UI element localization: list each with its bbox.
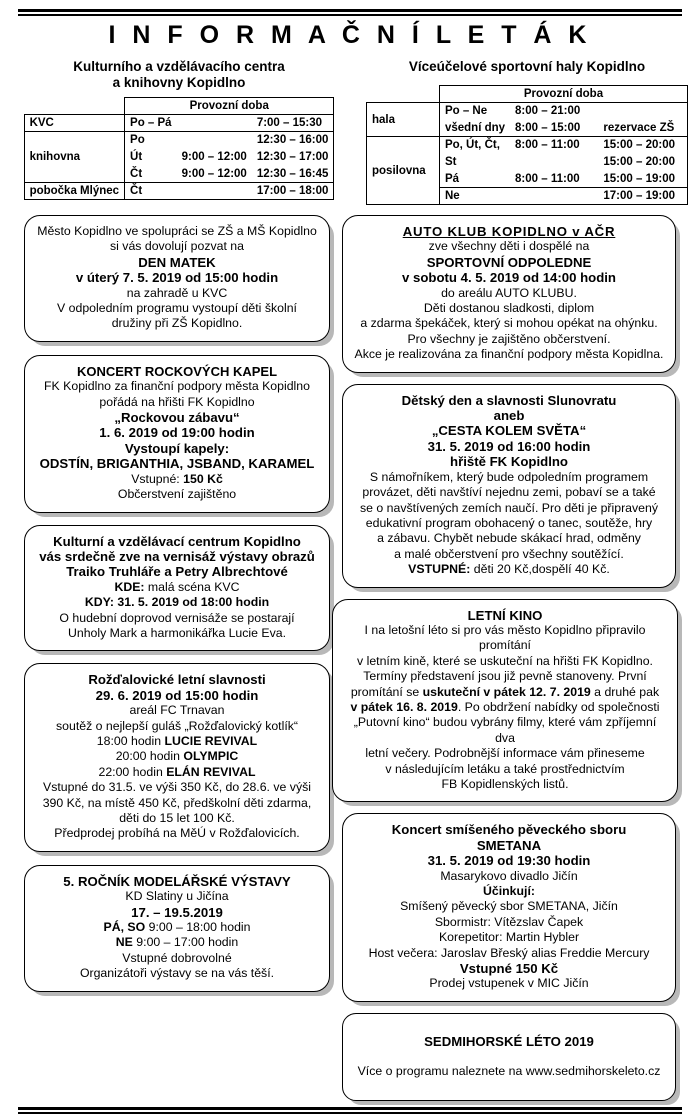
hala-morning-0: 8:00 – 21:00 xyxy=(510,103,598,120)
kvc-morning-2: 9:00 – 12:00 xyxy=(181,151,247,163)
letni-kino-body7: letní večery. Podrobnější informace vám přineseme xyxy=(365,746,645,761)
hala-morning-4: 8:00 – 11:00 xyxy=(510,171,598,188)
vernisaz-kdy xyxy=(35,595,319,610)
hala-provozni-doba-header: Provozní doba xyxy=(439,86,687,103)
auto-klub-title: AUTO KLUB KOPIDLNO v AČR xyxy=(402,224,616,239)
detsky-den-title: Dětský den a slavnosti Slunovratu xyxy=(401,392,617,408)
smetana-venue: Masarykovo divadlo Jičín xyxy=(440,868,578,883)
events-content xyxy=(10,215,690,1101)
bottom-divider-rule xyxy=(18,1107,682,1114)
rozdalovice-datetime: 29. 6. 2019 od 15:00 hodin xyxy=(95,687,259,703)
hala-afternoon-1: rezervace ZŠ xyxy=(598,120,687,137)
modelarska-time-1: 9:00 – 18:00 hodin xyxy=(145,920,251,935)
vernisaz-artists: Traiko Truhláře a Petry Albrechtové xyxy=(66,564,288,580)
letni-kino-body3: Termíny představení jsou již pevně stanoveny. První xyxy=(363,669,647,684)
hala-morning-1: 8:00 – 15:00 xyxy=(510,120,598,137)
kvc-morning-4 xyxy=(177,183,252,200)
smetana-tickets: Prodej vstupenek v MIC Jičín xyxy=(429,976,589,991)
kvc-afternoon-4: 17:00 – 18:00 xyxy=(252,183,334,200)
vernisaz-kdy-value: 31. 5. 2019 od 18:00 hodin xyxy=(114,595,270,610)
kvc-facility-mlynec: pobočka Mlýnec xyxy=(24,183,124,200)
detsky-den-body3: se o navštívených zemích naučí. Pro děti je připravený xyxy=(359,500,658,515)
koncert-rock-event-name: „Rockovou zábavu“ xyxy=(114,410,240,426)
vernisaz-kde xyxy=(35,580,319,595)
table-row-header xyxy=(367,86,688,103)
rozdalovice-location: areál FC Trnavan xyxy=(129,703,225,718)
header-right-column xyxy=(364,59,690,205)
event-card-smetana xyxy=(342,813,676,1001)
rozdalovice-act2-time: 20:00 hodin xyxy=(115,749,184,764)
letni-kino-body4-a: promítání se xyxy=(350,684,423,699)
kvc-afternoon-0: 7:00 – 15:30 xyxy=(252,115,334,132)
den-matek-line6: V odpoledním programu vystoupí děti školní xyxy=(57,301,297,316)
vernisaz-line1: Kulturní a vzdělávací centrum Kopidlno xyxy=(53,533,301,549)
detsky-den-body1: S námořníkem, který bude odpoledním programem xyxy=(369,469,649,484)
rozdalovice-act3-time: 22:00 hodin xyxy=(98,764,167,779)
kvc-subtitle xyxy=(10,59,348,91)
kvc-subtitle-line2: a knihovny Kopidlno xyxy=(112,75,246,90)
page-title: I N F O R M A Č N Í L E T Á K xyxy=(108,21,592,49)
sedmihorske-title: SEDMIHORSKÉ LÉTO 2019 xyxy=(424,1034,594,1050)
letni-kino-body6: „Putovní kino“ budou vybrány filmy, které vám zpříjemní dva xyxy=(353,715,657,745)
table-row xyxy=(24,115,334,132)
kvc-subtitle-line1: Kulturního a vzdělávacího centra xyxy=(73,59,285,74)
den-matek-title: DEN MATEK xyxy=(138,254,216,270)
detsky-den-aneb: aneb xyxy=(493,408,525,424)
rozdalovice-price1: Vstupné do 31.5. ve výši 350 Kč, do 28.6. ve výši xyxy=(43,780,311,795)
kvc-afternoon-2: 12:30 – 17:00 xyxy=(252,149,334,166)
modelarska-days-2: NE xyxy=(115,935,133,950)
vernisaz-line6: O hudební doprovod vernisáže se postarají xyxy=(59,610,295,625)
empty-corner-cell xyxy=(24,98,124,115)
hala-day-3: St xyxy=(439,154,510,171)
event-card-auto-klub xyxy=(342,215,676,373)
kvc-morning-3: 9:00 – 12:00 xyxy=(177,166,252,183)
hala-day-5: Ne xyxy=(439,188,510,205)
letni-kino-body5 xyxy=(343,700,667,715)
kvc-hours-table xyxy=(24,97,335,200)
detsky-den-price-label: VSTUPNÉ: xyxy=(408,562,471,577)
detsky-den-body5: a zábavu. Chybět nebude skákací hrad, odměny xyxy=(377,531,641,546)
letni-kino-date-2: v pátek 16. 8. 2019 xyxy=(350,699,458,714)
koncert-rock-lineup-label: Vystoupí kapely: xyxy=(124,440,230,456)
hala-subtitle: Víceúčelové sportovní haly Kopidlno xyxy=(408,59,646,74)
auto-klub-line9: Akce je realizována za finanční podpory města Kopidlna. xyxy=(354,347,664,362)
modelarska-price: Vstupné dobrovolné xyxy=(122,950,232,965)
modelarska-days-1: PÁ, SO xyxy=(103,920,146,935)
header-columns xyxy=(10,59,690,205)
hala-facility-posilovna: posilovna xyxy=(367,137,440,205)
events-left-column xyxy=(10,215,344,1003)
header-left-column xyxy=(10,59,348,200)
rozdalovice-act2 xyxy=(35,749,319,764)
auto-klub-line7: a zdarma špekáček, který si mohou opékat na ohýnku. xyxy=(360,316,658,331)
event-card-sedmihorske-leto xyxy=(342,1013,676,1101)
kvc-afternoon-3: 12:30 – 16:45 xyxy=(252,166,334,183)
smetana-price: Vstupné 150 Kč xyxy=(459,961,559,977)
letni-kino-body1: I na letošní léto si pro vás město Kopidlno připravilo promítání xyxy=(364,622,646,653)
koncert-rock-price xyxy=(35,472,319,487)
smetana-title: Koncert smíšeného pěveckého sboru xyxy=(391,822,627,838)
detsky-den-price xyxy=(353,562,665,577)
kvc-day-0: Po – Pá xyxy=(125,115,177,132)
hala-afternoon-0 xyxy=(598,103,687,120)
kvc-provozni-doba-header: Provozní doba xyxy=(125,98,334,115)
table-row xyxy=(367,103,688,120)
kvc-day-2: Út xyxy=(125,149,177,166)
letni-kino-title: LETNÍ KINO xyxy=(467,607,543,623)
hala-day-2: Po, Út, Čt, xyxy=(439,137,510,154)
hala-day-0: Po – Ne xyxy=(439,103,510,120)
hala-afternoon-3: 15:00 – 20:00 xyxy=(598,154,687,171)
auto-klub-datetime: v sobotu 4. 5. 2019 od 14:00 hodin xyxy=(402,270,616,286)
den-matek-line1: Město Kopidlno ve spolupráci se ZŠ a MŠ Kopidlno xyxy=(37,224,317,238)
letni-kino-body4-c: a druhé pak xyxy=(590,684,660,699)
rozdalovice-contest: soutěž o nejlepší guláš „Rožďalovický kotlík“ xyxy=(56,718,298,733)
letni-kino-body9: FB Kopidlenských listů. xyxy=(441,777,569,791)
den-matek-line2: si vás dovolují pozvat na xyxy=(110,239,244,254)
vernisaz-line2: vás srdečně zve na vernisáž výstavy obrazů xyxy=(39,548,315,564)
smetana-accompanist: Korepetitor: Martin Hybler xyxy=(438,930,580,945)
koncert-rock-bands: ODSTÍN, BRIGANTHIA, JSBAND, KARAMEL xyxy=(39,456,315,472)
modelarska-dates: 17. – 19.5.2019 xyxy=(131,904,223,920)
rozdalovice-act3 xyxy=(35,765,319,780)
smetana-datetime: 31. 5. 2019 od 19:30 hodin xyxy=(427,853,591,869)
rozdalovice-act3-name: ELÁN REVIVAL xyxy=(166,764,256,779)
den-matek-location: na zahradě u KVC xyxy=(126,285,228,300)
vernisaz-kde-label: KDE: xyxy=(114,579,145,594)
flyer-page xyxy=(0,9,700,1079)
koncert-rock-price-value: 150 Kč xyxy=(183,471,223,486)
smetana-conductor: Sbormistr: Vítězslav Čapek xyxy=(434,914,584,929)
smetana-performers-label: Účinkují: xyxy=(483,884,535,899)
top-divider-rule xyxy=(18,9,682,16)
koncert-rock-datetime: 1. 6. 2019 od 19:00 hodin xyxy=(99,425,255,441)
hala-facility-hala: hala xyxy=(367,103,440,137)
modelarska-venue: KD Slatiny u Jičína xyxy=(125,889,229,904)
hala-morning-3 xyxy=(510,154,598,171)
smetana-performer-1: Smíšený pěvecký sbor SMETANA, Jičín xyxy=(400,899,618,914)
hala-afternoon-2: 15:00 – 20:00 xyxy=(598,137,687,154)
event-card-rozdalovice xyxy=(24,663,330,851)
rozdalovice-price3: děti do 15 let 100 Kč. xyxy=(119,811,235,825)
event-card-vernisaz xyxy=(24,525,330,652)
modelarska-hours-1 xyxy=(35,920,319,935)
auto-klub-line8: Pro všechny je zajištěno občerstvení. xyxy=(407,331,611,346)
event-card-modelarska xyxy=(24,865,330,992)
detsky-den-location: hřiště FK Kopidlno xyxy=(450,454,568,470)
rozdalovice-title: Rožďalovické letní slavnosti xyxy=(88,672,266,688)
auto-klub-line2: zve všechny děti i dospělé na xyxy=(428,239,590,254)
event-card-detsky-den xyxy=(342,384,676,588)
modelarska-time-2: 9:00 – 17:00 hodin xyxy=(132,935,239,950)
detsky-den-body6: a malé občerstvení pro všechny soutěžící. xyxy=(394,546,624,561)
event-card-koncert-rock xyxy=(24,355,330,513)
hala-day-4: Pá xyxy=(439,171,510,188)
table-row xyxy=(367,137,688,154)
hala-morning-5 xyxy=(510,188,598,205)
modelarska-hours-2 xyxy=(35,935,319,950)
smetana-guest: Host večera: Jaroslav Břeský alias Freddie Mercury xyxy=(368,945,650,960)
detsky-den-subtitle: „CESTA KOLEM SVĚTA“ xyxy=(431,423,587,439)
table-row xyxy=(24,132,334,149)
kvc-facility-knihovna: knihovna xyxy=(24,132,124,183)
letni-kino-body8: v následujícím letáku a také prostřednictvím xyxy=(385,761,625,776)
events-columns xyxy=(10,215,690,1101)
hala-morning-2: 8:00 – 11:00 xyxy=(510,137,598,154)
hala-hours-table xyxy=(366,85,688,205)
koncert-rock-refreshments: Občerstvení zajištěno xyxy=(117,487,237,502)
modelarska-closing: Organizátoři výstavy se na vás těší. xyxy=(79,966,275,981)
rozdalovice-act1-time: 18:00 hodin xyxy=(96,733,165,748)
koncert-rock-price-label: Vstupné: xyxy=(131,471,184,486)
rozdalovice-act2-name: OLYMPIC xyxy=(183,749,239,764)
letni-kino-date-1: uskuteční v pátek 12. 7. 2019 xyxy=(422,684,591,699)
kvc-day-3: Čt xyxy=(125,166,177,183)
rozdalovice-act1 xyxy=(35,734,319,749)
kvc-day-1: Po xyxy=(125,132,177,149)
koncert-rock-title: KONCERT ROCKOVÝCH KAPEL xyxy=(76,363,278,379)
kvc-facility-kvc: KVC xyxy=(24,115,124,132)
auto-klub-event-name: SPORTOVNÍ ODPOLEDNE xyxy=(426,254,592,270)
event-card-den-matek xyxy=(24,215,330,342)
detsky-den-body4: edukativní program obohacený o tanec, soutěže, hry xyxy=(365,515,653,530)
kvc-morning-0 xyxy=(177,115,252,132)
rozdalovice-presale: Předprodej probíhá na MěÚ v Rožďalovicích. xyxy=(54,826,300,841)
vernisaz-line7: Unholy Mark a harmonikářka Lucie Eva. xyxy=(67,625,287,640)
kvc-afternoon-1: 12:30 – 16:00 xyxy=(252,132,334,149)
event-card-letni-kino xyxy=(332,599,678,803)
hala-afternoon-5: 17:00 – 19:00 xyxy=(598,188,687,205)
smetana-choir-name: SMETANA xyxy=(476,837,542,853)
sedmihorske-info: Více o programu naleznete na www.sedmihorskeleto.cz xyxy=(357,1064,661,1079)
detsky-den-datetime: 31. 5. 2019 od 16:00 hodin xyxy=(427,438,591,454)
vernisaz-kdy-label: KDY: xyxy=(84,595,114,610)
koncert-rock-line3: pořádá na hřišti FK Kopidlno xyxy=(99,394,255,409)
letni-kino-body5-b: . Po obdržení nabídky od společnosti xyxy=(457,699,660,714)
hala-day-1: všední dny xyxy=(439,120,510,137)
kvc-morning-1 xyxy=(177,132,252,149)
letni-kino-body2: v letním kině, které se uskuteční na hřišti FK Kopidlno. xyxy=(357,653,653,668)
detsky-den-price-value: děti 20 Kč,dospělí 40 Kč. xyxy=(470,562,610,577)
rozdalovice-act1-name: LUCIE REVIVAL xyxy=(164,733,258,748)
vernisaz-kde-value: malá scéna KVC xyxy=(144,579,240,594)
hala-afternoon-4: 15:00 – 19:00 xyxy=(598,171,687,188)
modelarska-title: 5. ROČNÍK MODELÁŘSKÉ VÝSTAVY xyxy=(63,873,291,889)
den-matek-line7: družiny při ZŠ Kopidlno. xyxy=(111,316,243,331)
table-row xyxy=(24,183,334,200)
den-matek-datetime: v úterý 7. 5. 2019 od 15:00 hodin xyxy=(75,270,279,286)
table-row-header xyxy=(24,98,334,115)
kvc-day-4: Čt xyxy=(125,183,177,200)
letni-kino-body4 xyxy=(343,685,667,700)
auto-klub-line6: Děti dostanou sladkosti, diplom xyxy=(423,301,595,316)
rozdalovice-price2: 390 Kč, na místě 450 Kč, předškolní děti zdarma, xyxy=(42,795,312,810)
empty-corner-cell xyxy=(367,86,440,103)
events-right-column xyxy=(336,215,688,1101)
auto-klub-location: do areálu AUTO KLUBU. xyxy=(441,285,577,300)
detsky-den-body2: provázet, děti navštíví nejednu zemi, pobaví se a také xyxy=(362,485,656,500)
koncert-rock-line2: FK Kopidlno za finanční podpory města Kopidlno xyxy=(44,379,310,394)
